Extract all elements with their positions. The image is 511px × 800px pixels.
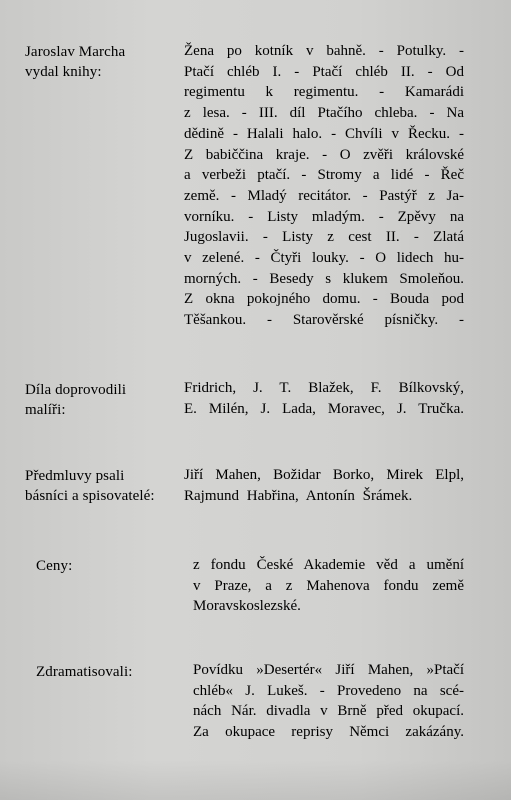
content-line: E. Milén, J. Lada, Moravec, J. Tručka.	[184, 400, 464, 417]
section-content-forewords	[184, 465, 464, 506]
label-line: Zdramatisovali:	[36, 664, 133, 680]
content-line: z lesa. - III. díl Ptačího chleba. - Na	[184, 105, 464, 122]
section-content-book-list	[184, 41, 464, 331]
content-line: Žena po kotník v bahně. - Potulky. -	[184, 43, 464, 59]
section-content-dramatizations	[193, 660, 464, 743]
content-line: nách Nár. divadla v Brně před okupací.	[193, 703, 464, 720]
content-line: v zelené. - Čtyři louky. - O lidech hu-	[184, 250, 464, 267]
section-label-awards	[36, 556, 186, 576]
content-line: země. - Mladý recitátor. - Pastýř z Ja-	[184, 187, 464, 204]
content-line: Za okupace reprisy Němci zakázány.	[193, 724, 464, 741]
label-line: Ceny:	[36, 558, 73, 574]
section-label-illustrators	[25, 380, 175, 420]
content-line: chléb« J. Lukeš. - Provedeno na scé-	[193, 682, 464, 699]
label-line: Předmluvy psali	[25, 468, 125, 484]
content-line: Povídku »Desertér« Jiří Mahen, »Ptačí	[193, 662, 464, 678]
content-line: vorníku. - Listy mladým. - Zpěvy na	[184, 208, 464, 225]
content-line: Rajmund Habřina, Antonín Šrámek.	[184, 487, 413, 504]
section-label-dramatizations	[36, 662, 186, 682]
content-line: Fridrich, J. T. Blažek, F. Bílkovský,	[184, 380, 464, 396]
content-line: Z okna pokojného domu. - Bouda pod	[184, 291, 464, 308]
content-line: Moravskoslezské.	[193, 598, 301, 615]
section-content-illustrators	[184, 378, 464, 419]
content-line: v Praze, a z Mahenova fondu země	[193, 577, 464, 594]
section-label-forewords	[25, 466, 175, 506]
content-line: Ptačí chléb I. - Ptačí chléb II. - Od	[184, 63, 464, 80]
content-line: z fondu České Akademie věd a umění	[193, 557, 464, 573]
label-line: malíři:	[25, 402, 66, 418]
content-line: Jugoslavii. - Listy z cest II. - Zlatá	[184, 229, 464, 246]
label-line: vydal knihy:	[25, 64, 102, 80]
label-line: Jaroslav Marcha	[25, 44, 126, 60]
label-line: Díla doprovodili	[25, 382, 127, 398]
label-line: básníci a spisovatelé:	[25, 488, 155, 504]
section-label-author-books	[25, 42, 175, 82]
content-line: a verbeži ptačí. - Stromy a lidé - Řeč	[184, 167, 464, 184]
content-line: regimentu k regimentu. - Kamarádi	[184, 84, 464, 101]
section-content-awards	[193, 555, 464, 617]
content-line: Z babiččina kraje. - O zvěři královské	[184, 146, 464, 163]
content-line: morných. - Besedy s klukem Smoleňou.	[184, 270, 464, 287]
content-line: dědině - Halali halo. - Chvíli v Řecku. -	[184, 125, 464, 142]
content-line: Jiří Mahen, Božidar Borko, Mirek Elpl,	[184, 467, 464, 483]
content-line: Těšankou. - Starověrské písničky. -	[184, 312, 464, 329]
